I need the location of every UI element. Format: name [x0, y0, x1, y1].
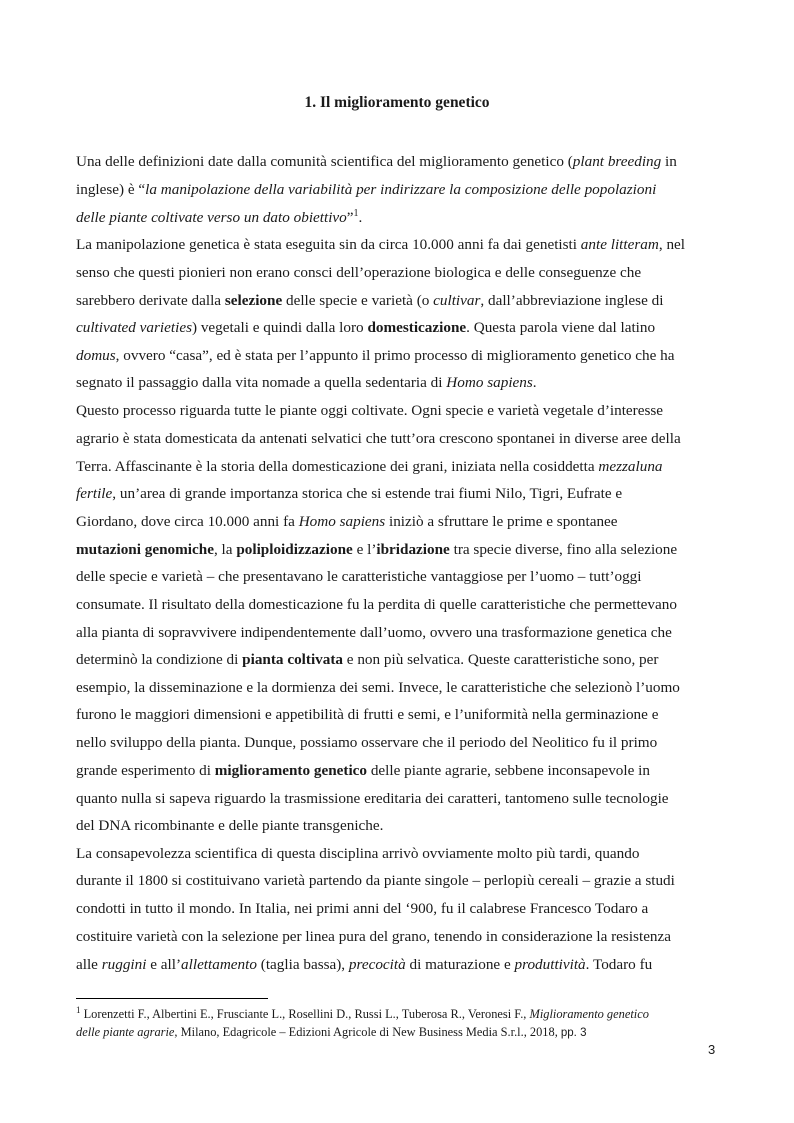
page-number: 3 — [708, 1042, 716, 1057]
text-line: Questo processo riguarda tutte le piante oggi coltivate. Ogni specie e varietà vegetale d’interesse — [76, 402, 664, 419]
text-line: costituire varietà con la selezione per linea pura del grano, tenendo in considerazione la resistenza — [76, 928, 672, 945]
footnote-ref[interactable]: 1 — [353, 207, 359, 219]
text-line: Terra. Affascinante è la storia della domesticazione dei grani, iniziata nella cosiddetta mezzaluna — [76, 458, 663, 475]
text-line: del DNA ricombinante e delle piante transgeniche. — [76, 817, 384, 834]
text-line: segnato il passaggio dalla vita nomade a quella sedentaria di Homo sapiens. — [76, 374, 537, 391]
text-line: condotti in tutto il mondo. In Italia, nei primi anni del ‘900, fu il calabrese Francesco Todaro a — [76, 900, 649, 917]
text-line: determinò la condizione di pianta coltivata e non più selvatica. Queste caratteristiche sono, per — [76, 651, 659, 668]
text-line: agrario è stata domesticata da antenati selvatici che tutt’ora crescono spontanei in diverse aree della — [76, 430, 681, 447]
text-line: furono le maggiori dimensioni e appetibilità di frutti e semi, e l’uniformità nella germinazione e — [76, 706, 659, 723]
text-line: consumate. Il risultato della domesticazione fu la perdita di quelle caratteristiche che permettevano — [76, 596, 677, 613]
text-line: quanto nulla si sapeva riguardo la trasmissione ereditaria dei caratteri, tantomeno sulle tecnologie — [76, 790, 669, 807]
text-line: alla pianta di sopravvivere indipendentemente dall’uomo, ovvero una trasformazione genetica che — [76, 624, 672, 641]
text-line: mutazioni genomiche, la poliploidizzazione e l’ibridazione tra specie diverse, fino alla selezione — [76, 541, 678, 558]
text-line: La consapevolezza scientifica di questa disciplina arrivò ovviamente molto più tardi, quando — [76, 845, 640, 862]
text-line: grande esperimento di miglioramento genetico delle piante agrarie, sebbene inconsapevole in — [76, 762, 650, 779]
footnote-line: $^1$ Lorenzetti F., Albertini E., Frusciante L., Rosellini D., Russi L., Tuberosa R., Veronesi F., Miglioramento genetico — [76, 1004, 649, 1021]
text-line: sarebbero derivate dalla selezione delle specie e varietà (o cultivar, dall’abbreviazione inglese di — [76, 292, 664, 309]
text-line: Giordano, dove circa 10.000 anni fa Homo sapiens iniziò a sfruttare le prime e spontanee — [76, 513, 618, 530]
text-line: durante il 1800 si costituivano varietà partendo da piante singole – perlopiù cereali – grazie a studi — [76, 872, 675, 889]
text-line: cultivated varieties) vegetali e quindi dalla loro domesticazione. Questa parola viene dal latino — [76, 319, 656, 336]
text-line: alle ruggini e all’allettamento (taglia bassa), precocità di maturazione e produttività. Todaro fu — [76, 956, 653, 973]
text-line: domus, ovvero “casa”, ed è stata per l’appunto il primo processo di miglioramento genetico che ha — [76, 347, 675, 364]
text-line: Una delle definizioni date dalla comunità scientifica del miglioramento genetico (plant breeding in — [76, 153, 677, 170]
footnote-number: 1 — [76, 1004, 81, 1015]
text-line: esempio, la disseminazione e la dormienza dei semi. Invece, le caratteristiche che selezionò l’uomo — [76, 679, 680, 696]
text-line: La manipolazione genetica è stata eseguita sin da circa 10.000 anni fa dai genetisti ante litteram, nel — [76, 236, 685, 253]
text-line: fertile, un’area di grande importanza storica che si estende trai fiumi Nilo, Tigri, Eufrate e — [76, 485, 623, 502]
footnote-divider — [76, 998, 268, 999]
text-line: delle piante coltivate verso un dato obiettivo”$^1$. — [76, 207, 363, 226]
text-line: delle specie e varietà – che presentavano le caratteristiche vantaggiose per l’uomo – tutt’oggi — [76, 568, 642, 585]
page-title: 1. Il miglioramento genetico — [304, 94, 490, 111]
text-line: nello sviluppo della pianta. Dunque, possiamo osservare che il periodo del Neolitico fu il primo — [76, 734, 658, 751]
text-line: senso che questi pionieri non erano consci dell’operazione biologica e delle conseguenze che — [76, 264, 642, 281]
text-line: inglese) è “la manipolazione della variabilità per indirizzare la composizione delle popolazioni — [76, 181, 657, 198]
footnote-line: delle piante agrarie, Milano, Edagricole – Edizioni Agricole di New Business Media S.r.l., 2018, pp. 3 — [76, 1025, 587, 1039]
